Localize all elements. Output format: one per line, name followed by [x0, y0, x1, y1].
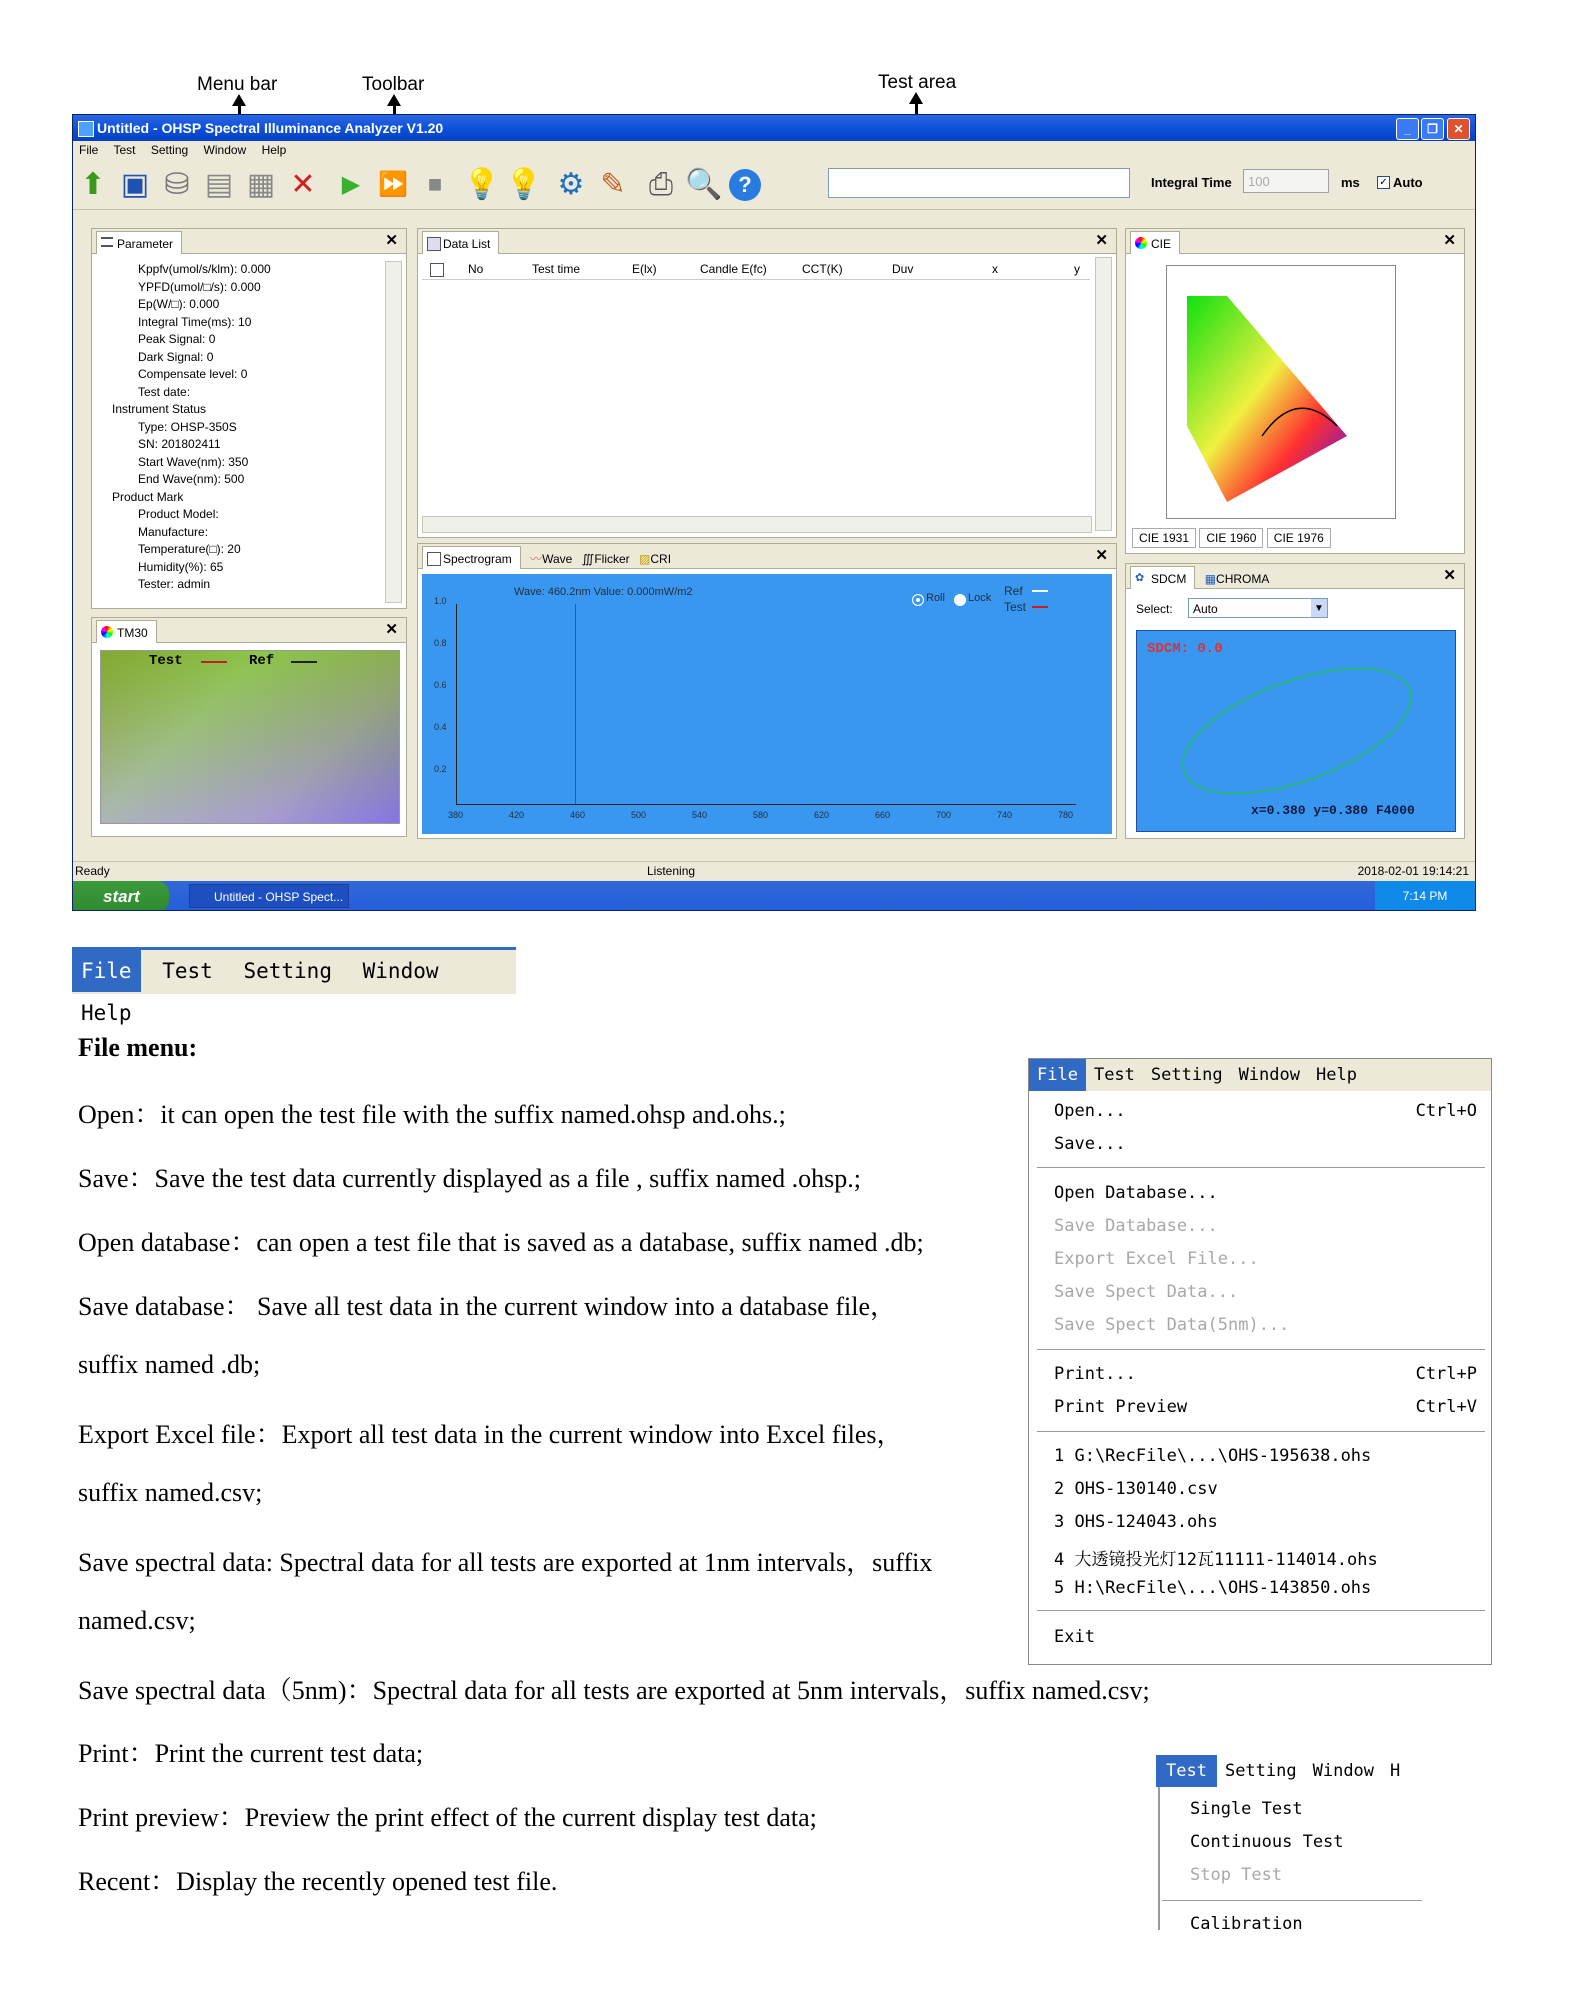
spectrum-chart: [422, 574, 1112, 834]
spectrum-y-axis: [456, 604, 457, 804]
file-menu-item[interactable]: 2 OHS-130140.csv: [1054, 1479, 1218, 1499]
select-all-checkbox[interactable]: [430, 263, 444, 277]
app-icon: [78, 121, 94, 137]
annotation-toolbar: Toolbar: [362, 74, 425, 95]
menu-test[interactable]: Test: [113, 143, 136, 157]
doc-line: named.csv;: [78, 1606, 196, 1635]
spectrum-y-tick: 0.8: [434, 638, 447, 648]
cri-label: CRI: [650, 552, 672, 566]
edit-icon[interactable]: ✎: [600, 168, 626, 201]
col-no[interactable]: No: [468, 262, 484, 276]
menu-separator: [1037, 1167, 1485, 1168]
file-menu-item[interactable]: 1 G:\RecFile\...\OHS-195638.ohs: [1054, 1446, 1372, 1466]
lock-radio[interactable]: [954, 594, 966, 606]
spectrum-x-axis: [456, 804, 1076, 805]
parameter-title: Parameter: [117, 237, 174, 251]
file-menu-item[interactable]: 5 H:\RecFile\...\OHS-143850.ohs: [1054, 1578, 1372, 1598]
close-parameter-icon[interactable]: ✕: [385, 232, 398, 249]
file-menu-item: Save Database...: [1054, 1216, 1218, 1236]
status-ready: Ready: [75, 864, 110, 878]
continuous-icon[interactable]: ⏩: [378, 171, 408, 198]
test-menu-item: Stop Test: [1190, 1865, 1283, 1885]
tree-item: Product Model:: [138, 507, 219, 521]
menu-shortcut: Ctrl+V: [1415, 1397, 1477, 1417]
start-label: start: [103, 887, 140, 906]
large-menu-file[interactable]: File: [72, 950, 141, 992]
tm30-ref-label: Ref: [249, 653, 275, 669]
spectrogram-icon: [427, 552, 441, 566]
wave-label: Wave: [542, 552, 573, 566]
stop-icon[interactable]: ■: [427, 171, 443, 198]
file-menu-item[interactable]: Open...: [1054, 1101, 1126, 1121]
tab-cie-1931[interactable]: CIE 1931: [1132, 528, 1196, 548]
app-window: [72, 114, 1476, 911]
spectrum-y-tick: 0.2: [434, 764, 447, 774]
tm30-ref-swatch: [291, 661, 317, 663]
chevron-down-icon[interactable]: ▼: [1311, 599, 1327, 617]
select-value: Auto: [1193, 602, 1218, 616]
menu-help[interactable]: Help: [261, 143, 287, 157]
spectrum-y-tick: 1.0: [434, 596, 447, 606]
tree-item: YPFD(umol/□/s): 0.000: [138, 279, 261, 294]
doc-line: Save database： Save all test data in the current window into a database file，: [78, 1292, 896, 1321]
print-icon[interactable]: ⎙: [649, 168, 673, 201]
tab-chroma[interactable]: [1205, 572, 1270, 586]
test-menu-item[interactable]: Single Test: [1190, 1799, 1303, 1819]
annotation-menu-bar: Menu bar: [197, 74, 278, 95]
export-icon[interactable]: ▦: [246, 168, 276, 201]
tree-item: Start Wave(nm): 350: [138, 454, 249, 469]
cie-tabs: [1132, 531, 1331, 545]
status-datetime: 2018-02-01 19:14:21: [1357, 864, 1469, 878]
doc-line: Recent：Display the recently opened test file.: [78, 1867, 558, 1896]
tree-item: Integral Time(ms): 10: [138, 314, 252, 329]
spectrogram-label: Spectrogram: [443, 552, 512, 566]
integral-time-label: Integral Time: [1151, 175, 1232, 190]
tree-item: SN: 201802411: [138, 437, 221, 451]
test-dropdown-h[interactable]: H: [1390, 1761, 1401, 1781]
taskbar-clock: 7:14 PM: [1375, 881, 1475, 911]
window-title: Untitled - OHSP Spectral Illuminance Analyzer V1.20: [97, 120, 444, 136]
select-dropdown[interactable]: [1188, 598, 1328, 618]
open-icon[interactable]: ⬆: [80, 168, 106, 201]
title-bar: [73, 115, 1475, 141]
tab-spectrogram[interactable]: [422, 546, 521, 569]
tab-cri[interactable]: [639, 552, 671, 566]
sdcm-panel: [1125, 563, 1465, 839]
close-data-list-icon[interactable]: ✕: [1095, 232, 1108, 249]
cie-gamut: [1187, 296, 1347, 502]
spectrum-x-tick: 580: [753, 810, 769, 820]
doc-line: Print：Print the current test data;: [78, 1739, 424, 1768]
database-icon[interactable]: ⛁: [164, 168, 190, 201]
chroma-label: CHROMA: [1216, 572, 1270, 586]
bulb-icon[interactable]: 💡: [463, 168, 501, 201]
help-icon[interactable]: ?: [729, 169, 761, 201]
menu-window[interactable]: Window: [203, 143, 247, 157]
close-spectrum-icon[interactable]: ✕: [1095, 547, 1108, 564]
large-menu-bar: [72, 947, 516, 1025]
spectrum-x-tick: 540: [692, 810, 708, 820]
table-icon: [427, 237, 441, 251]
integral-time-input[interactable]: 100: [1243, 169, 1329, 193]
tab-cie[interactable]: [1130, 231, 1180, 254]
ms-label: ms: [1341, 175, 1360, 190]
close-button[interactable]: ✕: [1447, 118, 1470, 140]
sdcm-coords: x=0.380 y=0.380 F4000: [1251, 803, 1415, 818]
tab-wave[interactable]: [530, 552, 572, 566]
test-menu-item[interactable]: Calibration: [1190, 1914, 1303, 1934]
test-menu-border: [1158, 1787, 1160, 1930]
tab-parameter[interactable]: [96, 231, 182, 254]
spectrum-x-tick: 500: [631, 810, 647, 820]
col-cct[interactable]: CCT(K): [802, 262, 843, 276]
preview-icon[interactable]: 🔍: [685, 168, 723, 201]
doc-line: Open database：can open a test file that is saved as a database, suffix named .db;: [78, 1228, 924, 1257]
tree-item: Kppfv(umol/s/klm): 0.000: [138, 262, 271, 276]
tab-cie-1960[interactable]: CIE 1960: [1199, 528, 1263, 548]
large-menu-help[interactable]: Help: [81, 1001, 132, 1025]
parameter-panel: [91, 228, 407, 609]
test-dropdown-window[interactable]: Window: [1312, 1761, 1375, 1781]
doc-line: Save：Save the test data currently displayed as a file , suffix named .ohsp.;: [78, 1164, 861, 1193]
large-menu-window[interactable]: Window: [362, 959, 439, 983]
play-icon[interactable]: ▶: [341, 171, 361, 198]
sdcm-icon: ✿: [1135, 572, 1145, 584]
dropdown-menu-help[interactable]: Help: [1315, 1065, 1357, 1085]
tree-item: Humidity(%): 65: [138, 559, 224, 574]
test-dropdown-test[interactable]: Test: [1156, 1755, 1217, 1787]
cie-panel: [1125, 228, 1465, 554]
status-bar: [73, 861, 1475, 880]
col-duv[interactable]: Duv: [892, 262, 914, 276]
doc-line: Save spectral data（5nm)：Spectral data for all tests are exported at 5nm intervals，suffix named.csv;: [78, 1676, 1150, 1705]
tree-group-header[interactable]: Product Mark: [112, 489, 184, 504]
data-list-header: [422, 259, 1090, 280]
tab-tm30[interactable]: [96, 620, 157, 643]
spectrum-readout: Wave: 460.2nm Value: 0.000mW/m2: [514, 586, 693, 598]
test-swatch: [1032, 606, 1048, 608]
doc-line: Export Excel file：Export all test data in the current window into Excel files，: [78, 1420, 903, 1449]
sdcm-ellipse-svg: [1137, 631, 1455, 831]
delete-icon[interactable]: ✕: [290, 168, 316, 201]
tab-flicker[interactable]: [582, 552, 630, 566]
status-input[interactable]: [828, 168, 1130, 198]
test-legend: Test: [1004, 600, 1027, 614]
toolbar: [73, 159, 1475, 210]
dropdown-menu-setting[interactable]: Setting: [1150, 1065, 1223, 1085]
sdcm-value: SDCM: 0.0: [1147, 641, 1223, 657]
dropdown-menu-test[interactable]: Test: [1093, 1065, 1135, 1085]
sdcm-ellipse: [1167, 643, 1427, 819]
save-database-icon[interactable]: ▤: [204, 168, 234, 201]
start-button[interactable]: [73, 881, 169, 911]
file-menu-item: Export Excel File...: [1054, 1249, 1259, 1269]
tm30-test-swatch: [201, 661, 227, 663]
doc-line: Open：it can open the test file with the suffix named.ohsp and.ohs.;: [78, 1100, 786, 1129]
spectrum-cursor-line: [575, 604, 576, 804]
tree-item: Compensate level: 0: [138, 367, 248, 381]
file-menu-item: Save Spect Data...: [1054, 1282, 1239, 1302]
tree-item: Manufacture:: [138, 524, 209, 539]
spectrum-x-tick: 460: [570, 810, 586, 820]
tm30-panel: [91, 617, 407, 837]
lux-icon[interactable]: 💡: [505, 168, 543, 201]
dropdown-menu-file[interactable]: File: [1029, 1059, 1086, 1091]
tree-item: End Wave(nm): 500: [138, 472, 245, 486]
col-x[interactable]: x: [992, 262, 998, 276]
cie-chart-svg: [1167, 266, 1395, 518]
test-menu-dropdown: [1156, 1755, 1428, 1934]
annotation-test-area: Test area: [878, 72, 957, 93]
data-list-title: Data List: [443, 237, 491, 251]
select-label: Select:: [1136, 602, 1173, 616]
flicker-label: Flicker: [594, 552, 630, 566]
spectrum-x-tick: 620: [814, 810, 830, 820]
test-menu-item[interactable]: Continuous Test: [1190, 1832, 1344, 1852]
tree-item: Type: OHSP-350S: [138, 419, 237, 434]
data-list-vscrollbar[interactable]: [1095, 257, 1112, 531]
file-menu-item[interactable]: Open Database...: [1054, 1183, 1218, 1203]
menu-separator: [1037, 1431, 1485, 1432]
settings-icon[interactable]: ⚙: [557, 168, 585, 201]
doc-line: suffix named.csv;: [78, 1478, 263, 1507]
tm30-chart: [100, 650, 400, 824]
doc-line: suffix named .db;: [78, 1350, 261, 1379]
chroma-icon: ▦: [1204, 572, 1217, 586]
doc-line: Print preview：Preview the print effect of the current display test data;: [78, 1803, 817, 1832]
tree-item: Test date:: [138, 384, 191, 399]
file-menu-item: Save Spect Data(5nm)...: [1054, 1315, 1290, 1335]
tree-item: Peak Signal: 0: [138, 332, 216, 346]
tm30-title: TM30: [117, 626, 148, 640]
cie-icon: [1135, 237, 1147, 249]
tab-data-list[interactable]: [422, 231, 499, 254]
cie-title: CIE: [1151, 237, 1172, 251]
test-dropdown-setting[interactable]: Setting: [1224, 1761, 1297, 1781]
close-tm30-icon[interactable]: ✕: [385, 621, 398, 638]
file-menu-item[interactable]: Exit: [1054, 1627, 1095, 1647]
sdcm-tab-label: SDCM: [1151, 572, 1187, 586]
menu-setting[interactable]: Setting: [150, 143, 189, 157]
minimize-button[interactable]: _: [1396, 118, 1419, 140]
lock-label: Lock: [968, 592, 992, 604]
data-list-panel: [417, 228, 1117, 538]
menu-separator: [1037, 1349, 1485, 1350]
menu-file[interactable]: File: [79, 143, 99, 157]
tree-item: Tester: admin: [138, 577, 211, 591]
wave-icon: 〰: [530, 552, 543, 566]
file-menu-item[interactable]: Print Preview: [1054, 1397, 1188, 1417]
cri-icon: ▨: [639, 552, 651, 566]
list-icon: [101, 237, 113, 247]
menu-separator: [1162, 1900, 1422, 1901]
file-menu-item[interactable]: 4 大透镜投光灯12瓦11111-114014.ohs: [1054, 1550, 1378, 1570]
sdcm-chart: [1136, 630, 1456, 832]
col-y[interactable]: y: [1074, 262, 1080, 276]
cie-diagram: [1166, 265, 1396, 519]
taskbar-task-label: Untitled - OHSP Spect...: [214, 890, 344, 904]
ref-swatch: [1032, 590, 1048, 592]
close-cie-icon[interactable]: ✕: [1443, 232, 1456, 249]
taskbar-task-button[interactable]: [189, 884, 349, 908]
tree-item: Temperature(□): 20: [138, 542, 241, 556]
large-menu-setting[interactable]: Setting: [243, 959, 332, 983]
maximize-button[interactable]: ❐: [1421, 118, 1444, 140]
spectrum-y-tick: 0.6: [434, 680, 447, 690]
data-list-hscrollbar[interactable]: [422, 516, 1092, 533]
close-sdcm-icon[interactable]: ✕: [1443, 567, 1456, 584]
file-menu-item[interactable]: Save...: [1054, 1134, 1126, 1154]
spectrum-x-tick: 380: [448, 810, 464, 820]
color-wheel-icon: [101, 626, 113, 638]
large-menu-test[interactable]: Test: [162, 959, 213, 983]
tab-cie-1976[interactable]: CIE 1976: [1267, 528, 1331, 548]
file-menu-heading: File menu:: [78, 1033, 198, 1062]
tree-item: Dark Signal: 0: [138, 349, 214, 364]
flicker-icon: ∭: [581, 552, 595, 566]
ref-legend: Ref: [1004, 584, 1023, 598]
test-menu-bar: [1156, 1755, 1428, 1787]
dropdown-menu-window[interactable]: Window: [1238, 1065, 1300, 1085]
tab-sdcm[interactable]: [1130, 566, 1195, 589]
spectrum-x-tick: 780: [1058, 810, 1074, 820]
menu-separator: [1037, 1610, 1485, 1611]
parameter-scrollbar[interactable]: [385, 261, 402, 603]
spectrum-y-tick: 0.4: [434, 722, 447, 732]
auto-checkbox[interactable]: ✓: [1377, 176, 1390, 189]
roll-radio[interactable]: [912, 594, 924, 606]
col-test-time[interactable]: Test time: [532, 262, 581, 276]
auto-label: Auto: [1393, 175, 1423, 190]
spectrum-x-tick: 660: [875, 810, 891, 820]
menu-bar: [73, 141, 1475, 159]
tree-item: Ep(W/□): 0.000: [138, 297, 220, 311]
spectrum-x-tick: 740: [997, 810, 1013, 820]
col-candle[interactable]: Candle E(fc): [700, 262, 767, 276]
roll-label: Roll: [926, 592, 945, 604]
doc-line: Save spectral data: Spectral data for all tests are exported at 1nm intervals，suffix: [78, 1548, 933, 1577]
menu-shortcut: Ctrl+O: [1415, 1101, 1477, 1121]
file-menu-item[interactable]: Print...: [1054, 1364, 1136, 1384]
save-icon[interactable]: ▣: [120, 168, 150, 201]
file-menu-bar: [1029, 1059, 1491, 1091]
col-elx[interactable]: E(lx): [632, 262, 657, 276]
menu-shortcut: Ctrl+P: [1415, 1364, 1477, 1384]
file-menu-dropdown: [1028, 1058, 1492, 1665]
parameter-tree: [102, 261, 382, 594]
status-listening: Listening: [647, 864, 696, 878]
spectrum-x-tick: 700: [936, 810, 952, 820]
tm30-test-label: Test: [149, 653, 183, 669]
taskbar: [73, 881, 1475, 911]
spectrum-x-tick: 420: [509, 810, 525, 820]
tree-group-header[interactable]: Instrument Status: [112, 402, 207, 416]
spectrum-panel: [417, 543, 1117, 839]
file-menu-item[interactable]: 3 OHS-124043.ohs: [1054, 1512, 1218, 1532]
